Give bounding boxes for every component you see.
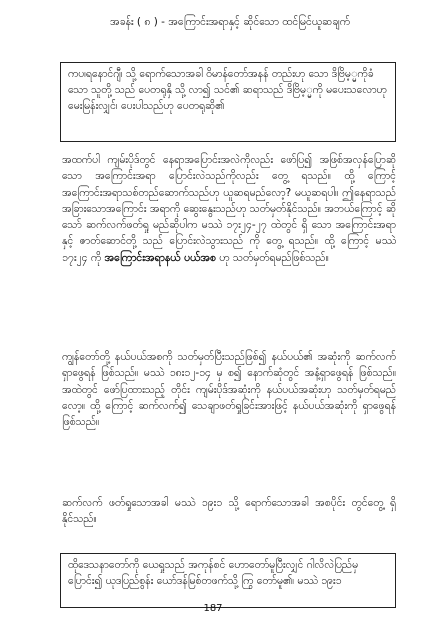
scripture-quote-box <box>60 553 396 608</box>
paragraph-3: ဆက်လက် ဖတ်ရှုသောအခါ မဿဲ ၁၉း၁ သို့ ရောက်သောအခါ အစပိုင်း တွင်တွေ့ ရှိနိုင်သည်။ <box>62 497 396 526</box>
scripture-quote-text: ထိုဒေသနာတော်ကို ယေရှုသည် အကုန်စင် ဟောတော်မူပြီးလျှင် ဂါလိလဲပြည်မှ ပြောင်း၍ ယုဒပြည်စွန်း ယော်ဒန်မြစ်တဖက်သို့ ကြွ တော်မူ၏၊ မဿဲ ၁၉း၁ <box>68 559 359 587</box>
paragraph-1 <box>62 152 396 332</box>
paragraph-1-bold-term: အကြောင်းအရာနယ် ပယ်အစ <box>104 251 216 264</box>
scripture-note-text: ကပ၊ရနောင်ဂျီ၊ သို့ ရောက်သောအခါ ဝိမာန်တော်အနန် တည်းဟု သော ဒိဗြိမ့္မကိုခံသော သူတို့ သည် ပေတရုနှိ သို့ လာ၍ သင်၏ ဆရာသည် ဒိဗြိမ့္မကို မပေးသလောဟု မေးမြန်းလျှင်၊ ပေးပါသည်ဟု ပေတရုဆို၏ <box>68 68 387 112</box>
paragraph-1-text: အထက်ပါ ကျမ်းပိုဒ်တွင် နေရာအပြောင်းအလဲကိုလည်း ဖော်ပြ၍ အဖြစ်အလှန်ပြောဆိုသော အကြောင်းအရာ ပြောင်းလဲသည်ကိုလည်း တွေ့ ရသည်။ ထို့ ကြောင့် အကြောင်းအရာသစ်တည်ဆောက်သည်ဟု ယူဆရမည်လော့? မယူဆရပါ။ ဤနေရာသည် အခြားသောအကြောင်း အရာကို ဆွေးနွေးသည်ဟု သတ်မှတ်နိုင်သည်။ အဘယ်ကြောင့် ဆိုသော် ဆက်လက်ဖတ်ရှု မည်ဆိုပါက မဿဲ ၁၇း၂၄-၂၇ ထဲတွင် ရှိ သော အကြောင်းအရာနှင့် ဇာတ်ဆောင်တို့ သည် ပြောင်းလဲသွားသည် ကို တွေ့ ရသည်။ ထို့ ကြောင့် မဿဲ ၁၇း၂၄ ကို <box>62 154 396 264</box>
page-number: 187 <box>203 603 223 614</box>
paragraph-1-ending: ဟု သတ်မှတ်ရမည်ဖြစ်သည်။ <box>215 251 329 264</box>
paragraph-2: ကျွန်တော်တို့ နယ်ပယ်အစကို သတ်မှတ်ပြီးသည်ဖြစ်၍ နယ်ပယ်၏ အဆုံးကို ဆက်လက်ရှာဖွေရန် ဖြစ်သည်။ မဿဲ ၁၈း၁၂-၁၄ မှ စ၍ နောက်ဆုံတွင် အနံ့ရှာဖွေရန် ဖြစ်သည်။ အထဲတွင် ဖော်ပြထားသည့် တိုင်း ကျမ်းပိုဒ်အဆုံးကို နယ်ပယ်အဆုံးဟု သတ်မှတ်ရမည်လော့။ ထို့ ကြောင့် ဆက်လက်၍ သေချာဖတ်ရှုခြင်းအားဖြင့် နယ်ပယ်အဆုံးကို ရှာဖွေရန် ဖြစ်သည်။ <box>62 351 396 429</box>
chapter-header: အခန်း ( ၈ ) - အကြောင်းအရာနှင့် ဆိုင်သော ထင်မြင်ယူဆချက် <box>109 16 351 28</box>
scripture-note-box <box>60 62 396 142</box>
